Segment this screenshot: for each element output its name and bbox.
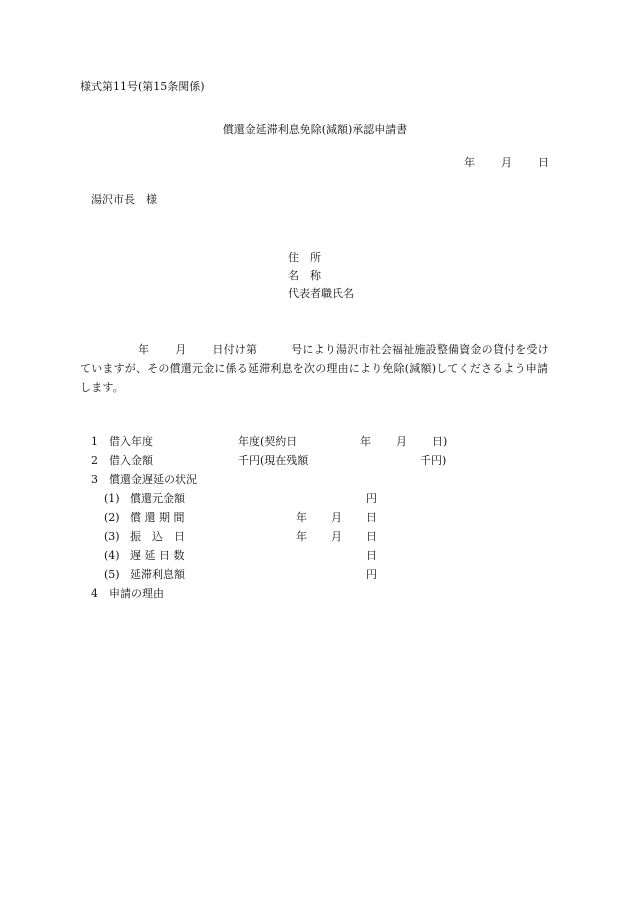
item-unit: 年度(契約日 <box>238 435 298 448</box>
form-number: 様式第11号(第15条関係) <box>80 80 205 93</box>
body-month: 月 <box>175 343 187 356</box>
item-unit: 千円(現在残額 <box>238 454 309 467</box>
subitem-label: 償還元金額 <box>130 492 185 505</box>
body-text: 号により湯沢市社会福祉施設整備資金の貸付を受けていますが、その償還元金に係る延滞利息を次の理由により免除(減額)してくださるよう申請します。 <box>80 343 549 394</box>
subitem-label: 振 込 日 <box>130 530 185 543</box>
period-month: 月 <box>331 511 342 524</box>
subitem-unit: 日 <box>366 549 377 562</box>
contract-year: 年 <box>360 435 371 448</box>
item-number: 2 <box>91 454 98 467</box>
remaining-unit: 千円) <box>420 454 447 467</box>
subitem-label: 遅 延 日 数 <box>130 549 185 562</box>
date-day-label: 日 <box>538 156 549 169</box>
transfer-year: 年 <box>296 530 307 543</box>
subitem-number: (1) <box>104 492 120 505</box>
request-body <box>80 340 550 397</box>
item-number: 3 <box>91 473 98 486</box>
subitem-number: (3) <box>104 530 120 543</box>
transfer-day: 日 <box>366 530 377 543</box>
body-year: 年 <box>138 343 150 356</box>
subitem-label: 償 還 期 間 <box>130 511 185 524</box>
contract-month: 月 <box>396 435 407 448</box>
subitem-number: (2) <box>104 511 120 524</box>
subitem-number: (5) <box>104 568 120 581</box>
document-title: 償還金延滞利息免除(減額)承認申請書 <box>222 123 408 136</box>
submission-date <box>464 156 549 170</box>
applicant-representative-label: 代表者職氏名 <box>288 287 354 300</box>
period-year: 年 <box>296 511 307 524</box>
subitem-unit: 円 <box>366 492 377 505</box>
transfer-month: 月 <box>331 530 342 543</box>
subitem-unit: 円 <box>366 568 377 581</box>
date-year-label: 年 <box>464 156 475 169</box>
subitem-number: (4) <box>104 549 120 562</box>
item-label: 申請の理由 <box>109 587 164 600</box>
applicant-name-label: 名 称 <box>288 269 321 282</box>
body-day-dated: 日付け第 <box>212 343 258 356</box>
item-number: 1 <box>91 435 98 448</box>
item-label: 借入年度 <box>109 435 153 448</box>
contract-day: 日) <box>432 435 448 448</box>
item-label: 借入金額 <box>109 454 153 467</box>
item-label: 償還金遅延の状況 <box>109 473 197 486</box>
period-day: 日 <box>366 511 377 524</box>
item-number: 4 <box>91 587 98 600</box>
addressee: 湯沢市長 様 <box>91 193 157 206</box>
applicant-address-label: 住 所 <box>288 251 321 264</box>
subitem-label: 延滞利息額 <box>130 568 185 581</box>
date-month-label: 月 <box>501 156 512 169</box>
